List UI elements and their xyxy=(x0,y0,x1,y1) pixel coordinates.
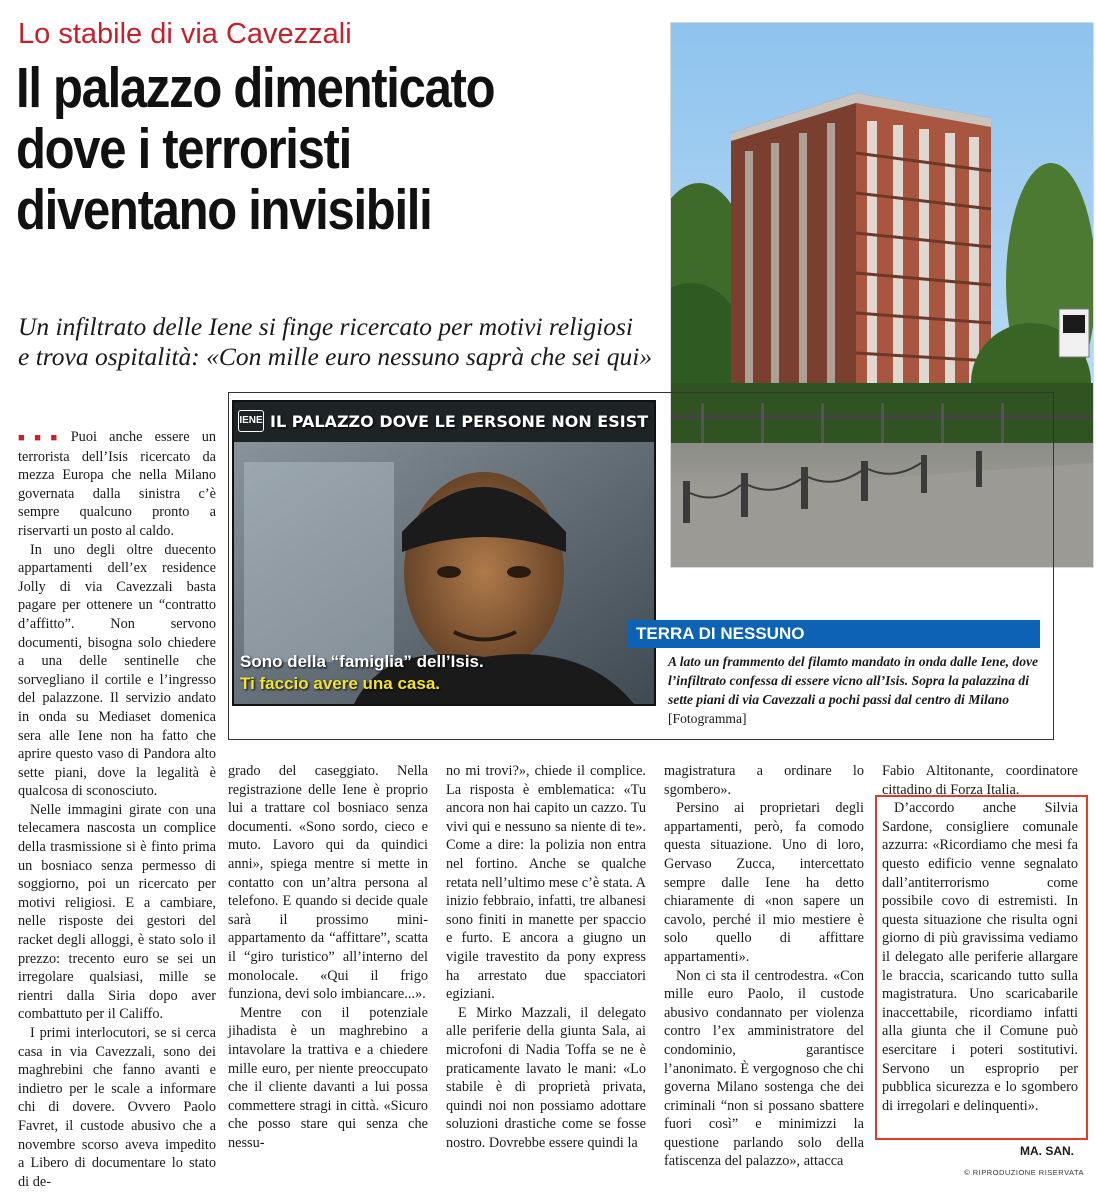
article-headline xyxy=(16,58,584,241)
column-1-paragraph-1-text: Puoi anche essere un terrorista dell’Isis ricercato da mezza Europa che nella Milano governata dalla sinistra c’è sempre qualcuno pronto a riservarti un posto al caldo. xyxy=(18,429,216,539)
article-subhead xyxy=(18,312,668,372)
headline-line-3: diventano invisibili xyxy=(16,178,432,242)
author-signature: MA. SAN. xyxy=(1020,1144,1074,1158)
column-2 xyxy=(228,762,428,1152)
column-2-paragraph-1: grado del caseggiato. Nella registrazione delle Iene è proprio lui a trattare col bosniaco senza documenti. «Sono sordo, cieco e muto. Lavoro qui da quindici anni», spiega mentre si mette in contatto con un’altra persona al telefono. E quando si decide quale sarà il prossimo mini-appartamento da “affittare”, scatta il “giro turistico” all’interno del monolocale. «Qui il frigo funziona, devi solo imbiancare...». xyxy=(228,763,428,1003)
column-1-paragraph-4: I primi interlocutori, se si cerca casa in via Cavezzali, sono dei maghrebini che fanno avanti e indietro per le scale a informare chi di dovere. Ovvero Paolo Favret, il custode abusivo che a novembre scorso aveva impedito a Libero di documentare lo stato di de- xyxy=(18,1025,216,1190)
highlight-box xyxy=(875,795,1088,1140)
column-1-paragraph-1 xyxy=(18,428,216,541)
column-1-paragraph-2: In uno degli oltre duecento appartamenti dell’ex residence Jolly di via Cavezzali basta pagare per ottenere un “contratto d’affitto”. Non servono documenti, bisogna solo chiedere a una delle sentinelle che sorvegliano il cortile e l’ingresso del palazzone. Il servizio andato in onda su Mediaset domenica sera alle Iene non ha fatto che aprire questo vaso di Pandora alto sette piani, dove la legalità è qualcosa di sconosciuto. xyxy=(18,541,216,800)
column-3 xyxy=(446,762,646,1152)
video-subtitle-line-1: Sono della “famiglia” dell’Isis. xyxy=(240,652,484,671)
caption-body: A lato un frammento del filamto mandato in onda dalle Iene, dove l’infiltrato confessa di essere vicno all’Isis. Sopra la palazzina di sette piani di via Cavezzali a pochi passi dal centro di Milano xyxy=(668,654,1039,707)
caption-text xyxy=(668,652,1046,728)
video-overlay-title: IL PALAZZO DOVE LE PERSONE NON ESIST xyxy=(270,412,649,431)
copyright-notice: © RIPRODUZIONE RISERVATA xyxy=(964,1168,1084,1177)
caption-credit: [Fotogramma] xyxy=(668,711,747,726)
column-4-paragraph-1: magistratura a ordinare lo sgombero». xyxy=(664,763,864,798)
subhead-line-1: Un infiltrato delle Iene si finge ricercato per motivi religiosi xyxy=(18,312,633,341)
column-5-paragraph-2: D’accordo anche Silvia Sardone, consigliere comunale azzurra: «Ricordiamo che mesi fa questo edificio venne segnalato dall’antiterrorismo come possibile covo di estremisti. In questa situazione che risulta ogni giorno di più gravissima vediamo il delegato alle periferie allargare le braccia, scaricando tutto sulla magistratura. Uno scaricabarile inaccettabile, ricordiamo infatti alla giunta che il Comune può esercitare i poteri sostitutivi. Servono un esproprio per pubblica sicurezza e lo sgombero di irregolari e delinquenti». xyxy=(882,800,1078,1114)
column-2-paragraph-2: Mentre con il potenziale jihadista è un maghrebino a intavolare la trattiva e a chiedere mille euro, per niente preoccupato che il cliente davanti a lui possa commettere stragi in città. «Sicuro che posso stare qui senza che nessu- xyxy=(228,1004,428,1151)
iene-logo: IENE xyxy=(238,410,264,432)
column-1-paragraph-3: Nelle immagini girate con una telecamera nascosta un complice della trasmissione si è finto prima un bosniaco senza permesso di soggiorno, poi un ricercato per motivi religiosi. E a cambiare, nelle risposte dei gestori del racket degli alloggi, è stato solo il prezzo: trecento euro se sei un irregolare qualsiasi, mille se rientri dalla Siria dopo aver combattuto per il Califfo. xyxy=(18,801,216,1023)
headline-line-2: dove i terroristi xyxy=(16,117,351,181)
column-3-paragraph-1: no mi trovi?», chiede il complice. La risposta è emblematica: «Tu ancora non hai capito un cazzo. Tu vivi qui e nessuno sa niente di te». Come a dire: la polizia non entra nel fortino. Anche se qualche retata nell’ultimo mese c’è stata. A inizio febbraio, infatti, tre albanesi sono finiti in manette per spaccio e furto. E ancora a giugno un vigile travestito da pony express ha arrestato due spacciatori egiziani. xyxy=(446,763,646,1003)
subhead-line-2: e trova ospitalità: «Con mille euro nessuno saprà che sei qui» xyxy=(18,342,653,371)
video-subtitle-line-2: Ti faccio avere una casa. xyxy=(240,674,441,693)
lead-bullets: ■■■ xyxy=(18,432,67,444)
column-4-paragraph-3: Non ci sta il centrodestra. «Con mille euro Paolo, il custode abusivo condannato per violenza contro l’ex amministratore del condominio, garantisce l’anonimato. È vergognoso che chi governa Milano sostenga che dei criminali “non si possano sbattere fuori così” e minimizzi la questione parlando solo della fatiscenza del palazzo», attacca xyxy=(664,967,864,1170)
article-kicker: Lo stabile di via Cavezzali xyxy=(18,18,352,50)
headline-line-1: Il palazzo dimenticato xyxy=(16,56,495,120)
building-photo xyxy=(670,22,1094,568)
column-4 xyxy=(664,762,864,1171)
video-still xyxy=(232,400,656,706)
column-1 xyxy=(18,428,216,1191)
column-4-paragraph-2: Persino ai proprietari degli appartamenti, però, fa comodo questa situazione. Uno di loro, Gervaso Zucca, intercettato sempre dalle Iene ha detto chiaramente di «non sapere un cavolo, perché il mio mestiere è solo quello di affittare appartamenti». xyxy=(664,800,864,965)
caption-label: TERRA DI NESSUNO xyxy=(628,620,1040,648)
column-3-paragraph-2: E Mirko Mazzali, il delegato alle periferie della giunta Sala, ai microfoni di Nadia Toffa se ne è praticamente lavato le mani: «Lo stabile è di proprietà privata, quindi noi non possiamo adottare soluzioni drastiche come se fosse nostro. Dovrebbe essere quindi la xyxy=(446,1004,646,1151)
column-5-paragraph-1: Fabio Altitonante, coordinatore cittadino di Forza Italia. xyxy=(882,763,1078,798)
